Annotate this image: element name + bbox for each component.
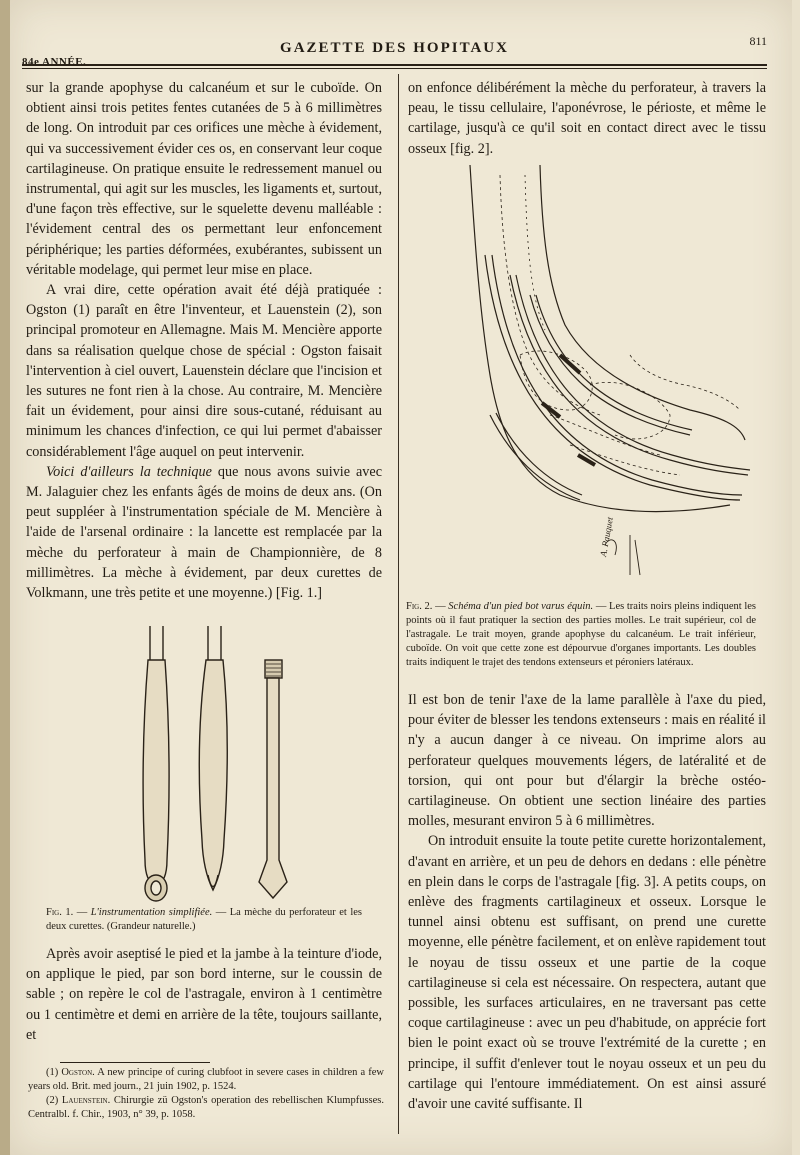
- volume-year: 84e ANNÉE.: [22, 56, 87, 68]
- column-divider: [398, 74, 399, 1134]
- paragraph-text: que nous avons suivie avec M. Jalaguier chez les enfants âgés de moins de deux ans. (On peut suppléer à l'instrumentation spéciale de M. Mencière à l'aide de l'arsenal ordinaire : la lancette est remplacée par la mèche du perforateur à main de Championnière, de 8 millimètres. La mèche à évidement, par deux curettes de Volkmann, une très petite et une moyenne.) [Fig. 1.]: [26, 463, 382, 602]
- figure-2-caption: Fig. 2. — Schéma d'un pied bot varus équin. — Les traits noirs pleins indiquent les points où il faut pratiquer la section des parties molles. Le trait supérieur, col de l'astragale. Le trait moyen, grande apophyse du calcanéum. Le trait inférieur, cuboïde. On voit que cette zone est dépourvue d'organes importants. Les doubles traits indiquent le trajet des tendons extenseurs et péroniers latéraux.: [406, 601, 757, 668]
- footnote-rule: [60, 1062, 210, 1063]
- column-left-lower: [26, 944, 382, 1045]
- paragraph: on enfonce délibérément la mèche du perforateur, à travers la peau, le tissu cellulaire, l'aponévrose, le périoste, et même le cartilage, jusqu'à ce qu'il soit en contact direct avec le tissu osseux [fig. 2].: [408, 80, 766, 157]
- paragraph: sur la grande apophyse du calcanéum et sur le cuboïde. On obtient ainsi trois petites fentes cutanées de 5 à 6 millimètres de long. On introduit par ces orifices une mèche à évidement, qui va successivement évider ces os, en conservant leur coque cartilagineuse. On pratique ensuite le redressement manuel ou instrumental, qui agit sur les muscles, les ligaments et, surtout, d'une façon très effective, sur le squelette devenu malléable : l'évidement central des os permettant leur enfoncement périphérique; les parties déformées, exubérantes, subissent un véritable modelage, qui permet leur mise en place.: [26, 80, 382, 278]
- figure-label: Fig. 2.: [406, 601, 433, 612]
- figure-caption-text: — La mèche du perforateur et les deux curettes. (Grandeur naturelle.): [46, 907, 362, 932]
- column-right: [408, 78, 766, 159]
- footnote-author: Lauenstein.: [61, 1095, 111, 1106]
- footnote-1: [28, 1066, 384, 1094]
- emphasis: Voici d'ailleurs la technique: [46, 463, 212, 480]
- paragraph: [26, 462, 382, 603]
- column-right-lower: [408, 690, 766, 1114]
- figure-label: Fig. 1.: [46, 907, 74, 918]
- figure-1-caption: Fig. 1. — L'instrumentation simplifiée. — La mèche du perforateur et les deux curettes. (Grandeur naturelle.): [46, 907, 362, 932]
- footnote-number: (1): [46, 1067, 62, 1078]
- binding-edge: [0, 0, 10, 1155]
- paragraph: A vrai dire, cette opération avait été déjà pratiquée : Ogston (1) paraît en être l'inventeur, et Lauenstein (2), son principal promoteur en Allemagne. Mais M. Mencière apporte dans sa réalisation quelque chose de spécial : Ogston faisait l'intervention à ciel ouvert, Lauenstein déclare que l'incision et les sutures ne font rien à la chose. Au contraire, M. Mencière fait un évidement, pour ainsi dire sous-cutané, réduisant au minimum les chances d'infection, ce qui lui permet d'abaisser considérablement l'âge auquel on peut intervenir.: [26, 282, 382, 460]
- figure-title: Schéma d'un pied bot varus équin.: [448, 601, 594, 612]
- paragraph: Après avoir aseptisé le pied et la jambe à la teinture d'iode, on applique le pied, par son bord interne, sur le coussin de sable ; on repère le col de l'astragale, environ à 1 centimètre ou 1 centimètre et demi en arrière de la tête, toujours saillante, et: [26, 946, 382, 1043]
- footnote-number: (2): [46, 1095, 62, 1106]
- figure-2-foot-schema: [430, 155, 760, 595]
- figure-caption-text: — Les traits noirs pleins indiquent les points où il faut pratiquer la section des parties molles. Le trait supérieur, col de l'astragale. Le trait moyen, grande apophyse du calcanéum. Le trait inférieur, cuboïde. On voit que cette zone est dépourvue d'organes importants. Les doubles traits indiquent le trajet des tendons extenseurs et péroniers latéraux.: [406, 601, 757, 668]
- footnote-2: [28, 1094, 384, 1122]
- page-header: [22, 34, 767, 68]
- footnote-author: Ogston.: [61, 1067, 95, 1078]
- paragraph: Il est bon de tenir l'axe de la lame parallèle à l'axe du pied, pour éviter de blesser les tendons extenseurs : mais en réalité il n'y a aucun danger à ce niveau. On imprime alors au perforateur quelques mouvements légers, de latéralité et de torsion, qui ont pour but d'élargir la brèche ostéo-cartilagineuse. On obtient une section linéaire des parties molles, mesurant environ 5 à 6 millimètres.: [408, 692, 766, 830]
- column-left: [26, 78, 382, 603]
- header-rule: [22, 64, 767, 66]
- paragraph: On introduit ensuite la toute petite curette horizontalement, d'avant en arrière, et un peu de dehors en dedans : elle pénètre en plein dans le corps de l'astragale [fig. 3]. A petits coups, on enlève des fragments cartilagineux et osseux. Lorsque le tunnel ainsi obtenu est suffisant, on prend une curette moyenne, elle pénètre facilement, et on enlève rapidement tout le noyau de tissu osseux et une partie de la coque cartilagineuse si cela est nécessaire. On respectera, autant que possible, les surfaces articulaires, en ne traversant pas cette coque cartilagineuse : avec un peu d'habitude, on apprécie fort bien le point exact où se trouve l'extrémité de la curette ; en principe, il suffit d'enlever tout le noyau osseux et un peu du cartilage qui l'entoure immédiatement. On est ainsi assuré d'avoir une cavité suffisante. Il: [408, 833, 766, 1113]
- figure-title: L'instrumentation simplifiée.: [90, 907, 213, 918]
- header-rule-thin: [22, 68, 767, 69]
- figure-1-instruments: [95, 620, 335, 902]
- page-number: 811: [749, 34, 767, 48]
- footnote-text: A new principe of curing clubfoot in severe cases in children a few years old. Brit. med journ., 21 juin 1902, p. 1524.: [28, 1067, 384, 1092]
- figure-signature: A. Pauquet: [598, 516, 615, 558]
- journal-title: GAZETTE DES HOPITAUX: [280, 40, 509, 56]
- footnote-text: Chirurgie zü Ogston's operation des rebellischen Klumpfusses. Centralbl. f. Chir., 1903, n° 39, p. 1058.: [28, 1095, 385, 1120]
- footnotes: [28, 1066, 384, 1122]
